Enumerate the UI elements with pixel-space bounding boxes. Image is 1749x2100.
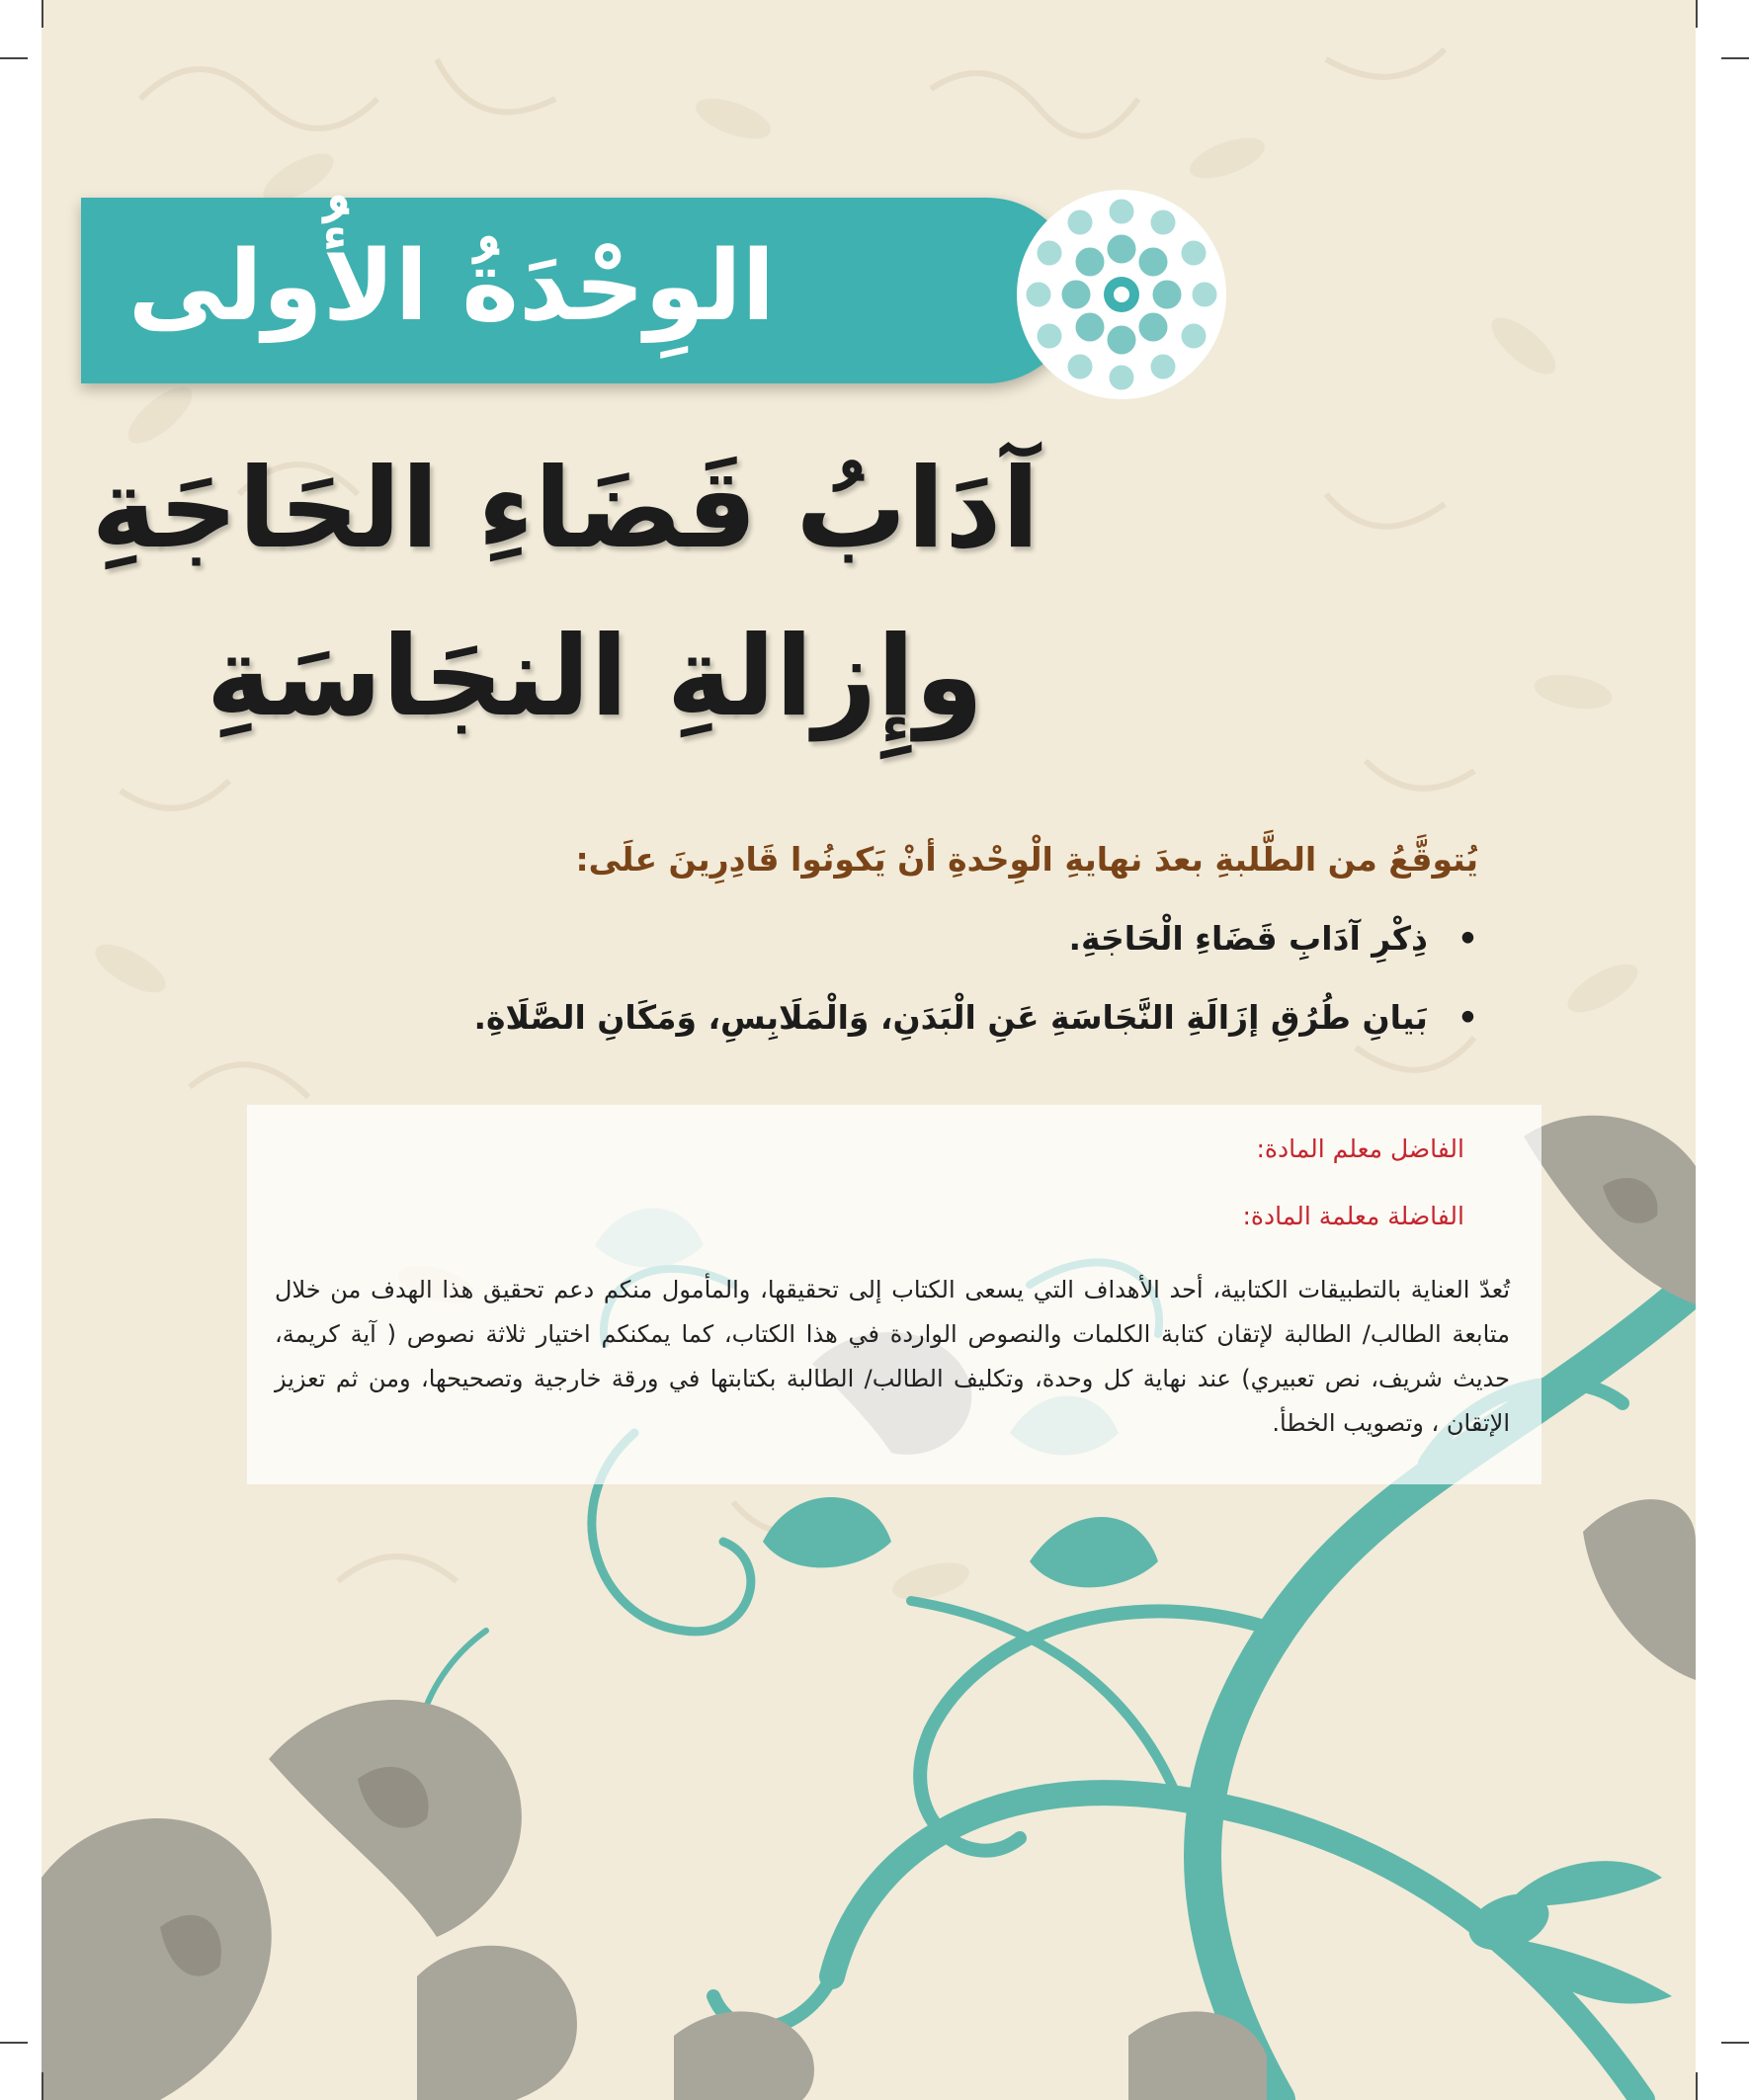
- book-page: [42, 0, 1696, 2100]
- objective-text: بَيانِ طُرُقِ إزَالَةِ النَّجَاسَةِ عَنِ الْبَدَنِ، وَالْمَلَابِسِ، وَمَكَانِ الصَّلَاةِ.: [473, 998, 1428, 1037]
- teacher-label-male: الفاضل معلم المادة:: [1256, 1134, 1464, 1163]
- bullet-icon: •: [1457, 919, 1478, 958]
- crop-mark: [1721, 2042, 1749, 2044]
- crop-mark: [42, 2072, 43, 2100]
- objective-item: [292, 998, 1478, 1037]
- teacher-note-text: تُعدّ العناية بالتطبيقات الكتابية، أحد الأهداف التي يسعى الكتاب إلى تحقيقها، والمأمول منكم دعم تحقيق هذا الهدف من خلال متابعة الطالب/ الطالبة لإتقان كتابة الكلمات والنصوص الواردة في هذا الكتاب، كما يمكنكم اختيار ثلاثة نصوص ( آية كريمة، حديث شريف، نص تعبيري) عند نهاية كل وحدة، وتكليف الطالب/ الطالبة بكتابتها في ورقة خارجية وتصحيحها، ومن ثم تعزيز الإتقان ، وتصويب الخطأ.: [275, 1276, 1510, 1437]
- objective-item: [292, 919, 1478, 958]
- teacher-note-box: [247, 1105, 1541, 1484]
- crop-mark: [1696, 2072, 1698, 2100]
- crop-mark: [1721, 57, 1749, 59]
- bullet-icon: •: [1457, 998, 1478, 1037]
- lesson-title-line1: آدَابُ قَضَاءِ الحَاجَةِ: [91, 445, 1040, 573]
- crop-mark: [0, 57, 28, 59]
- lesson-title-line2: وإِزالةِ النجَاسَةِ: [206, 613, 984, 741]
- crop-mark: [42, 0, 43, 28]
- teacher-label-female: الفاضلة معلمة المادة:: [1242, 1202, 1464, 1230]
- objectives-intro: يُتوقَّعُ من الطَّلبةِ بعدَ نهايةِ الْوِحْدةِ أنْ يَكونُوا قَادِرِينَ علَى:: [575, 840, 1478, 879]
- objective-text: ذِكْرِ آدَابِ قَضَاءِ الْحَاجَةِ.: [1068, 919, 1428, 958]
- rosette-ornament: [1015, 188, 1228, 401]
- crop-mark: [1696, 0, 1698, 28]
- crop-mark: [0, 2042, 28, 2044]
- unit-title: الوِحْدَةُ الأُولى: [127, 230, 776, 343]
